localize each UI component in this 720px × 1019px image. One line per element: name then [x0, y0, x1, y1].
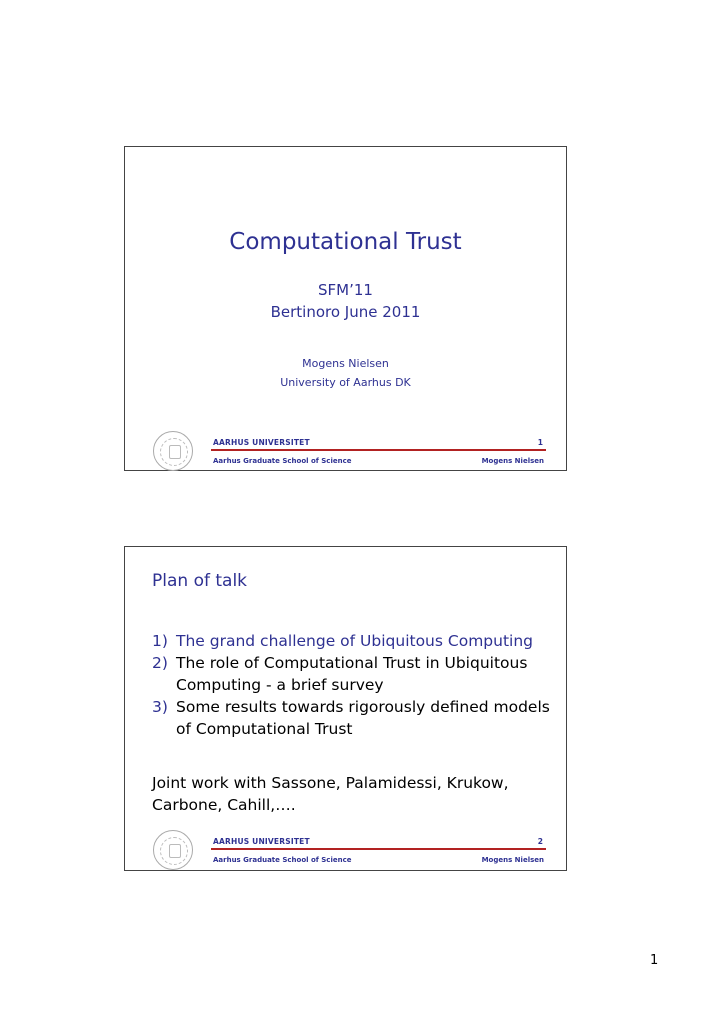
agenda-list: [152, 630, 567, 740]
list-item-text: Some results towards rigorously defined models of Computational Trust: [176, 698, 550, 738]
slide-2: [124, 546, 567, 871]
slide-1: [124, 146, 567, 471]
footer-school: Aarhus Graduate School of Science: [213, 856, 352, 864]
footer-divider: [211, 848, 546, 850]
footer-author: Mogens Nielsen: [481, 457, 544, 465]
footer-university: AARHUS UNIVERSITET: [213, 438, 310, 447]
slide-subtitle-event: SFM’11: [318, 281, 373, 299]
footer-divider: [211, 449, 546, 451]
footer-school: Aarhus Graduate School of Science: [213, 457, 352, 465]
footer-university: AARHUS UNIVERSITET: [213, 837, 310, 846]
university-seal-icon: [153, 830, 193, 870]
list-item-text: The role of Computational Trust in Ubiquitous Computing - a brief survey: [176, 654, 528, 694]
list-item-number: 2): [152, 654, 168, 672]
slide-subtitle-date: Bertinoro June 2011: [270, 303, 421, 321]
slide-affiliation: University of Aarhus DK: [280, 376, 411, 389]
list-item-text: The grand challenge of Ubiquitous Computing: [176, 632, 533, 650]
footer-slide-number: 2: [537, 837, 543, 846]
joint-work-text: Joint work with Sassone, Palamidessi, Krukow, Carbone, Cahill,….: [152, 774, 509, 814]
university-seal-icon: [153, 431, 193, 471]
slide-author: Mogens Nielsen: [302, 357, 389, 370]
slide-title: Computational Trust: [229, 229, 462, 255]
list-item-number: 3): [152, 698, 168, 716]
page-number: 1: [650, 953, 659, 968]
list-item: [152, 696, 567, 740]
list-item-number: 1): [152, 632, 168, 650]
footer-author: Mogens Nielsen: [481, 856, 544, 864]
slide-heading: Plan of talk: [152, 571, 248, 591]
footer-slide-number: 1: [537, 438, 543, 447]
list-item: [152, 652, 567, 696]
list-item: [152, 630, 567, 652]
